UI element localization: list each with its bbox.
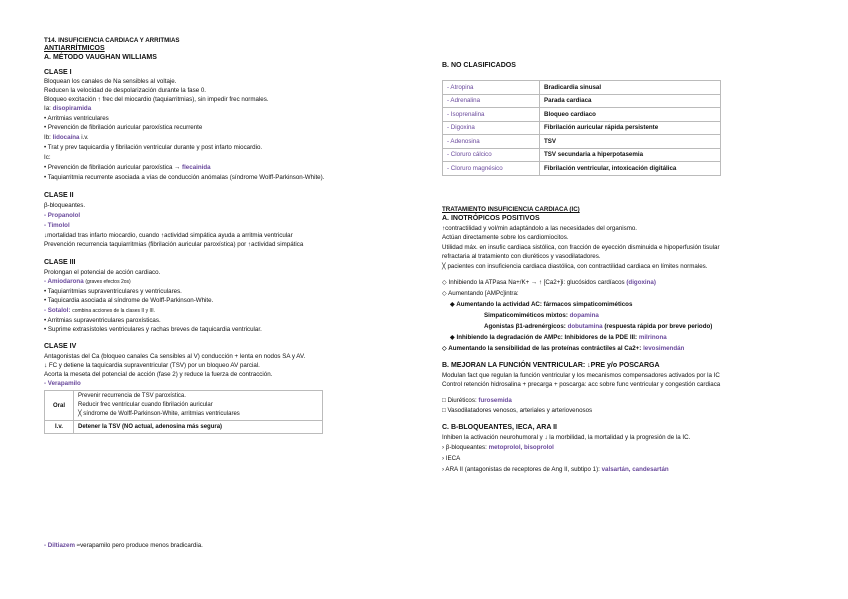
mech-line: ◇ Aumentando [AMPc]intra: — [442, 290, 519, 297]
mech-line: ◆ Aumentando la actividad AC: fármacos simpaticomiméticos — [450, 301, 633, 308]
mej-bullet — [442, 397, 512, 405]
drug-valsartan-candesartan: valsartán, candesartán — [601, 466, 669, 473]
drug-cell: - Cloruro magnésico — [443, 162, 540, 176]
use-cell: Fibrilación auricular rápida persistente — [540, 121, 721, 135]
drug-lidocaina: lidocaína — [52, 134, 80, 141]
ic-bullet: • Taquiarritmia recurrente asociada a vías de conducción anómalas (síndrome Wolff-Parkinson-White). — [44, 174, 325, 181]
sotalol-note: combina acciones de la clases II y III. — [72, 308, 156, 314]
route-oral-uses — [74, 391, 323, 421]
drug-verapamilo: - Verapamilo — [44, 380, 81, 387]
drug-cell: - Digoxina — [443, 121, 540, 135]
clase1-line: Reducen la velocidad de despolarización durante la fase 0. — [44, 87, 207, 94]
drug-cell: - Isoprenalina — [443, 108, 540, 122]
table-row — [443, 148, 721, 162]
ib-bullet: • Trat y prev taquicardia y fibrilación ventricular durante y post infarto miocardio. — [44, 144, 263, 151]
use-cell: Parada cardiaca — [540, 94, 721, 108]
table-row — [443, 162, 721, 176]
route-iv-use: Detener la TSV (NO actual, adenosina más segura) — [74, 421, 323, 434]
mech-text: ◇ Inhibiendo la ATPasa Na+/K+ → ↑ [Ca2+]i: glucósidos cardíacos — [442, 279, 625, 286]
diltiazem-note: ≈verapamilo pero produce menos bradicardia. — [76, 542, 203, 549]
ic-bullet — [44, 164, 211, 172]
bbloq-heading: C. B-BLOQUEANTES, IECA, ARA II — [442, 424, 557, 431]
drug-timolol: - Timolol — [44, 222, 70, 229]
ib-line — [44, 134, 89, 142]
section-antiarritmicos: ANTIARRÍTMICOS — [44, 45, 105, 52]
drug-sotalol: - Sotalol: — [44, 307, 71, 314]
ia-bullet: • Arritmias ventriculares — [44, 115, 109, 122]
table-row — [443, 121, 721, 135]
mej-bullet-text: □ Diuréticos: — [442, 397, 477, 404]
table-row — [443, 135, 721, 149]
clase3-bullet: • Taquicardia asociada al síndrome de Wolff-Parkinson-White. — [44, 297, 214, 304]
noclas-heading: B. NO CLASIFICADOS — [442, 62, 516, 69]
oral-use: Reducir frec ventricular cuando fibrilación auricular — [78, 402, 213, 408]
table-row — [443, 108, 721, 122]
ino-line: refractaria al tratamiento con diuréticos y vasodilatadores. — [442, 253, 601, 260]
clase4-heading: CLASE IV — [44, 343, 77, 350]
ib-route: i.v. — [81, 134, 89, 141]
clase2-line: β-bloqueantes. — [44, 202, 86, 209]
clase4-line: ↓ FC y detiene la taquicardia supraventricular (TSV) por un bloqueo AV parcial. — [44, 362, 260, 369]
use-cell: TSV secundaria a hiperpotasemia — [540, 148, 721, 162]
drug-milrinona: milrinona — [638, 334, 667, 341]
oral-use: ╳ síndrome de Wolff-Parkinson-White, arritmias ventriculares — [78, 411, 240, 417]
route-iv: I.v. — [45, 421, 74, 434]
use-cell: TSV — [540, 135, 721, 149]
table-row — [45, 421, 323, 434]
drug-cell: - Adrenalina — [443, 94, 540, 108]
mech-text: ◇ Aumentando la sensibilidad de las proteínas contráctiles al Ca2+: — [442, 345, 642, 352]
mech-line — [484, 323, 712, 331]
amiodarona-line — [44, 278, 131, 286]
mech-line — [442, 345, 684, 353]
oral-use: Prevenir recurrencia de TSV paroxística. — [78, 393, 186, 399]
table-row — [443, 94, 721, 108]
mech-line — [450, 334, 667, 342]
mech-text: Agonistas β1-adrenérgicos: — [484, 323, 566, 330]
verapamilo-table — [44, 390, 323, 434]
drug-cell: - Adenosina — [443, 135, 540, 149]
clase1-line: Bloquean los canales de Na sensibles al voltaje. — [44, 78, 177, 85]
bb-bullet: › IECA — [442, 455, 461, 462]
clase3-bullet: • Taquiarritmias supraventriculares y ventriculares. — [44, 288, 182, 295]
mej-line: Control retención hidrosalina + precarga + poscarga: acc sobre func ventricular y congestión cardiaca — [442, 381, 721, 388]
drug-cell: - Cloruro cálcico — [443, 148, 540, 162]
dobutamina-note: (respuesta rápida por breve periodo) — [604, 323, 713, 330]
use-cell: Bradicardia sinusal — [540, 81, 721, 95]
bb-line: Inhiben la activación neurohumoral y ↓ la morbilidad, la mortalidad y la progresión de la IC. — [442, 434, 691, 441]
sotalol-line — [44, 307, 155, 315]
amiodarona-note: (graves efectos 2os) — [85, 279, 131, 285]
clase3-bullet: • Suprime extrasístoles ventriculares y rachas breves de taquicardia ventricular. — [44, 326, 262, 333]
method-heading: A. MÉTODO VAUGHAN WILLIAMS — [44, 54, 157, 61]
drug-levosimendan: levosimendán — [643, 345, 685, 352]
diltiazem-line — [44, 542, 203, 550]
mech-text: ◆ Inhibiendo la degradación de AMPc: Inhibidores de la PDE III: — [450, 334, 638, 341]
ino-line: ↑contractilidad y vol/min adaptándolo a las necesidades del organismo. — [442, 225, 638, 232]
drug-amiodarona: - Amiodarona — [44, 278, 84, 285]
drug-propanolol: - Propanolol — [44, 212, 81, 219]
mej-bullet: □ Vasodilatadores venosos, arteriales y arteriovenosos — [442, 407, 593, 414]
clase3-bullet: • Arritmias supraventriculares paroxísticas. — [44, 317, 161, 324]
use-cell: Fibrilación ventricular, intoxicación digitálica — [540, 162, 721, 176]
mech-line — [484, 312, 599, 320]
drug-furosemida: furosemida — [478, 397, 512, 404]
mej-line: Modulan fact que regulan la función ventricular y los mecanismos compensadores activados por la IC — [442, 372, 720, 379]
ia-bullet: • Prevención de fibrilación auricular paroxística recurrente — [44, 124, 203, 131]
ino-line: Actúan directamente sobre los cardiomiocitos. — [442, 234, 569, 241]
drug-cell: - Atropina — [443, 81, 540, 95]
drug-flecainida: flecainida — [182, 164, 211, 171]
bb-bullet — [442, 444, 554, 452]
bb-bullet — [442, 466, 669, 474]
ic-title: TRATAMIENTO INSUFICIENCIA CARDIACA (IC) — [442, 206, 580, 213]
inotropicos-heading: A. INOTRÓPICOS POSITIVOS — [442, 215, 540, 222]
ia-label: Ia: — [44, 105, 51, 112]
noclasificados-table — [442, 80, 721, 176]
clase4-line: Antagonistas del Ca (bloqueo canales Ca sensibles al V) conducción + lenta en nodos SA y AV. — [44, 353, 306, 360]
ic-label: Ic: — [44, 154, 51, 161]
ia-line — [44, 105, 91, 113]
clase4-line: Acorta la meseta del potencial de acción (fase 2) y reduce la fuerza de contracción. — [44, 371, 273, 378]
ino-line: Utilidad máx. en insufic cardiaca sistólica, con fracción de eyección disminuida e hipoperfusión tisular — [442, 244, 720, 251]
drug-dopamina: dopamina — [569, 312, 599, 319]
drug-digoxina: (digoxina) — [626, 279, 656, 286]
clase1-line: Bloqueo excitación ↑ frec del miocardio (taquiarritmias), sin impedir frec normales. — [44, 96, 269, 103]
bb-bullet-text: › β-bloqueantes: — [442, 444, 487, 451]
clase2-line: Prevención recurrencia taquiarritmias (fibrilación auricular paroxística) por ↑actividad simpática — [44, 241, 304, 248]
ic-bullet-text: • Prevención de fibrilación auricular paroxística → — [44, 164, 181, 171]
mejoran-heading: B. MEJORAN LA FUNCIÓN VENTRICULAR: ↓PRE y/o POSCARGA — [442, 362, 660, 369]
table-row — [443, 81, 721, 95]
route-oral: Oral — [45, 391, 74, 421]
clase3-line: Prolongan el potencial de acción cardiaco. — [44, 269, 161, 276]
mech-text: Simpaticomiméticos mixtos: — [484, 312, 568, 319]
ino-line: ╳ pacientes con insuficiencia cardiaca diastólica, con contractilidad cardiaca en límites normales. — [442, 263, 708, 270]
doc-title: T14. INSUFICIENCIA CARDIACA Y ARRITMIAS — [44, 37, 180, 44]
clase3-heading: CLASE III — [44, 259, 76, 266]
table-row — [45, 391, 323, 421]
mech-line — [442, 279, 656, 287]
drug-diltiazem: - Diltiazem — [44, 542, 75, 549]
clase2-line: ↓mortalidad tras infarto miocardio, cuando ↑actividad simpática ayuda a arritmia ventricular — [44, 232, 293, 239]
drug-dobutamina: dobutamina — [567, 323, 603, 330]
clase2-heading: CLASE II — [44, 192, 74, 199]
drug-disopiramida: disopiramida — [52, 105, 92, 112]
clase1-heading: CLASE I — [44, 69, 72, 76]
drug-metoprolol-bisoprolol: metoprolol, bisoprolol — [488, 444, 554, 451]
bb-bullet-text: › ARA II (antagonistas de receptores de Ang II, subtipo 1): — [442, 466, 600, 473]
ib-label: Ib: — [44, 134, 51, 141]
use-cell: Bloqueo cardiaco — [540, 108, 721, 122]
